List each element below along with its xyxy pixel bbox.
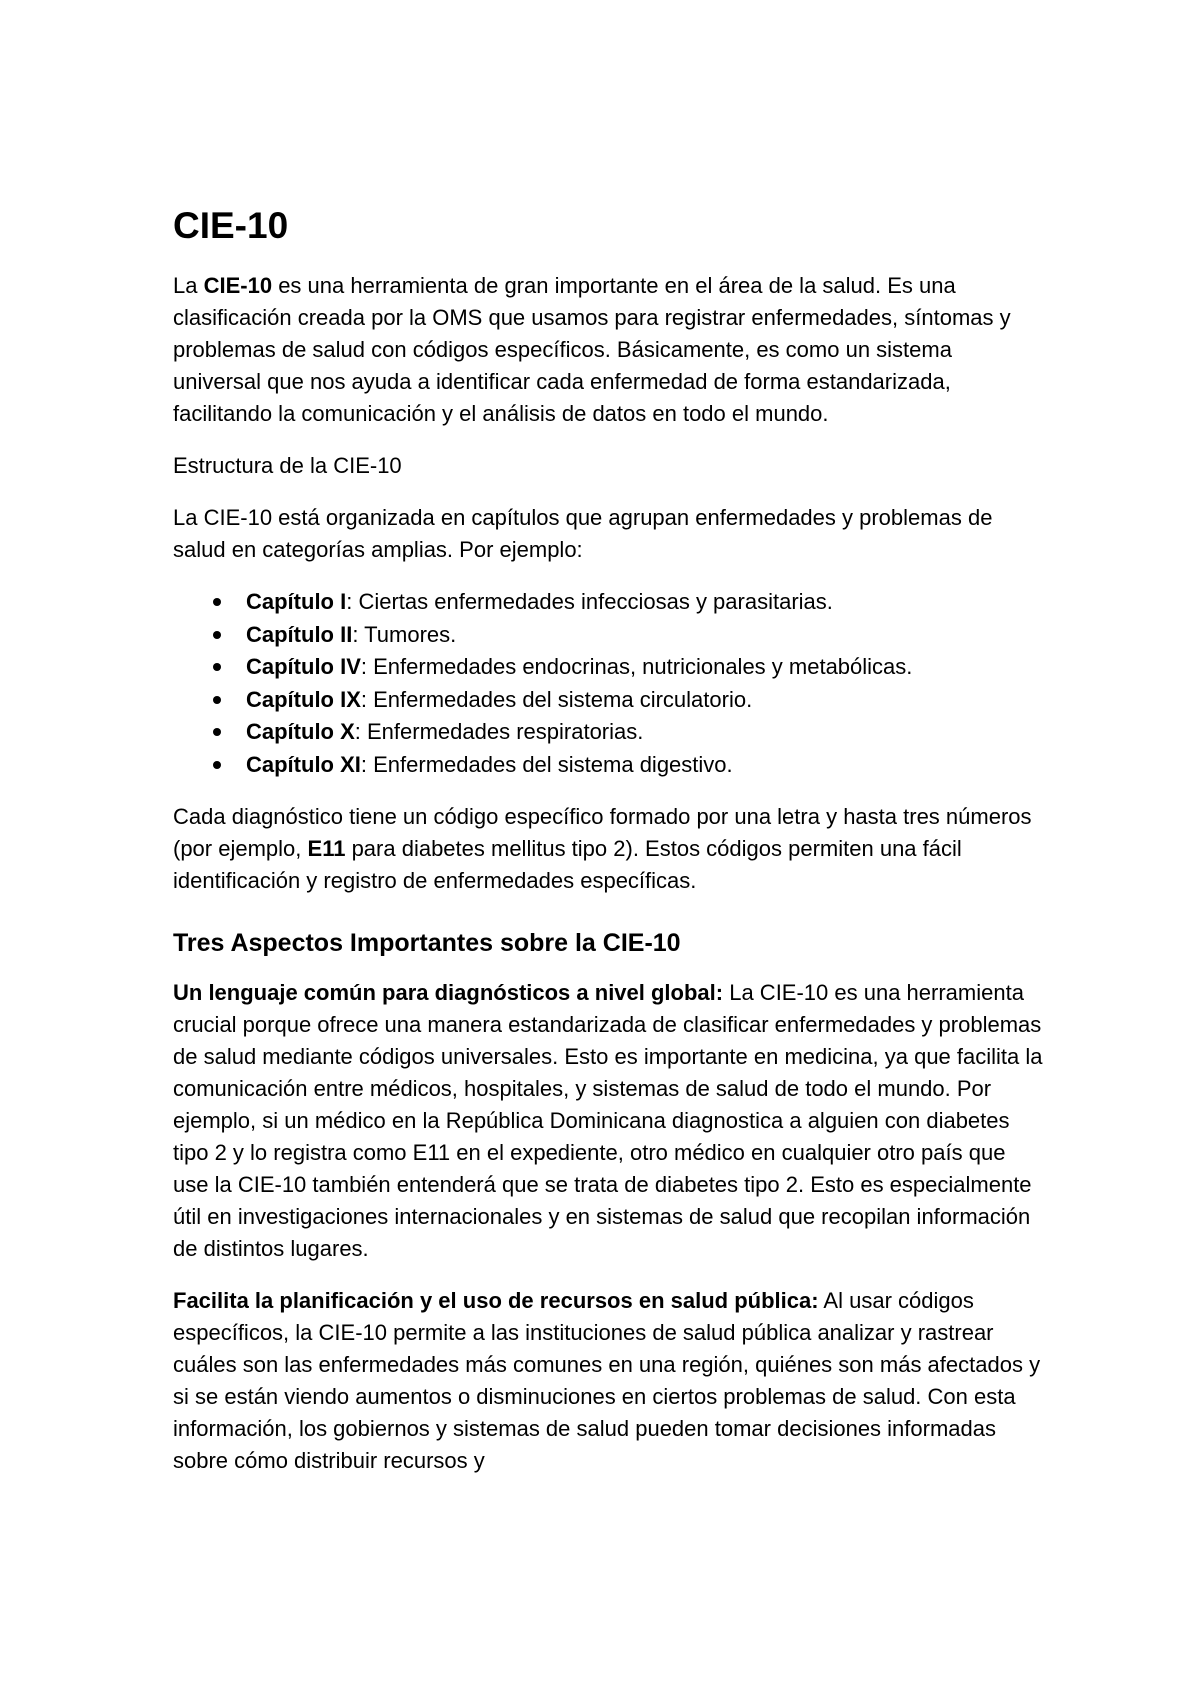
code-pre: Cada diagnóstico tiene un código específico formado por una letra y hasta tres números (por ejemplo, <box>173 804 1032 861</box>
aspect-bold: Un lenguaje común para diagnósticos a nivel global: <box>173 980 724 1005</box>
list-item <box>173 619 1043 652</box>
structure-paragraph: La CIE-10 está organizada en capítulos que agrupan enfermedades y problemas de salud en categorías amplias. Por ejemplo: <box>173 505 993 562</box>
bullet-icon <box>213 663 221 671</box>
chapter-text: : Ciertas enfermedades infecciosas y parasitarias. <box>346 589 833 614</box>
intro-post: es una herramienta de gran importante en el área de la salud. Es una clasificación creada por la OMS que usamos para registrar enfermedades, síntomas y problemas de salud con códigos específicos. Básicamente, es como un sistema universal que nos ayuda a identificar cada enfermedad de forma estandarizada, facilitando la comunicación y el análisis de datos en todo el mundo. <box>173 273 1011 426</box>
chapter-text: : Enfermedades del sistema circulatorio. <box>360 686 753 712</box>
section-heading: Tres Aspectos Importantes sobre la CIE-10 <box>173 929 681 957</box>
intro-bold: CIE-10 <box>203 273 273 298</box>
aspect-text: Al usar códigos específicos, la CIE-10 permite a las instituciones de salud pública analizar y rastrear cuáles son las enfermedades más comunes en una región, quiénes son más afectados y si se están viendo aumentos o disminuciones en ciertos problemas de salud. Con esta información, los gobiernos y sistemas de salud pueden tomar decisiones informadas sobre cómo distribuir recursos y <box>173 1288 1041 1473</box>
chapter-text: : Tumores. <box>352 621 457 647</box>
chapter-text: : Enfermedades del sistema digestivo. <box>360 751 733 777</box>
list-item <box>173 684 1043 717</box>
structure-heading: Estructura de la CIE-10 <box>173 453 402 478</box>
list-item <box>173 651 1043 684</box>
aspect-bold: Facilita la planificación y el uso de recursos en salud pública: <box>173 1288 819 1313</box>
chapter-label: Capítulo X <box>246 719 355 744</box>
chapter-label: Capítulo XI <box>246 751 361 777</box>
list-item <box>173 586 1043 619</box>
aspect-paragraph-1 <box>173 977 1043 1265</box>
list-item <box>173 716 1043 749</box>
intro-pre: La <box>173 273 204 298</box>
bullet-icon <box>213 728 221 736</box>
bullet-icon <box>213 598 221 606</box>
code-post: para diabetes mellitus tipo 2). Estos códigos permiten una fácil identificación y registro de enfermedades específicas. <box>173 836 962 893</box>
code-bold: E11 <box>307 836 346 861</box>
list-item <box>173 749 1043 782</box>
chapter-list <box>173 586 1043 781</box>
chapter-text: : Enfermedades endocrinas, nutricionales y metabólicas. <box>360 654 913 679</box>
chapter-label: Capítulo IV <box>246 654 361 679</box>
chapter-label: Capítulo II <box>246 621 353 647</box>
aspect-text: La CIE-10 es una herramienta crucial porque ofrece una manera estandarizada de clasificar enfermedades y problemas de salud mediante códigos universales. Esto es importante en medicina, ya que facilita la comunicación entre médicos, hospitales, y sistemas de salud de todo el mundo. Por ejemplo, si un médico en la República Dominicana diagnostica a alguien con diabetes tipo 2 y lo registra como E11 en el expediente, otro médico en cualquier otro país que use la CIE-10 también entenderá que se trata de diabetes tipo 2. Esto es especialmente útil en investigaciones internacionales y en sistemas de salud que recopilan información de distintos lugares. <box>173 980 1043 1261</box>
chapter-label: Capítulo I <box>246 589 347 614</box>
bullet-icon <box>213 761 221 769</box>
chapter-text: : Enfermedades respiratorias. <box>354 719 644 744</box>
intro-paragraph <box>173 270 1043 430</box>
aspect-paragraph-2 <box>173 1285 1043 1477</box>
bullet-icon <box>213 631 221 639</box>
page-title: CIE-10 <box>173 205 289 246</box>
chapter-label: Capítulo IX <box>246 686 361 712</box>
bullet-icon <box>213 696 221 704</box>
code-paragraph <box>173 801 1043 897</box>
document-page <box>173 200 1043 1497</box>
